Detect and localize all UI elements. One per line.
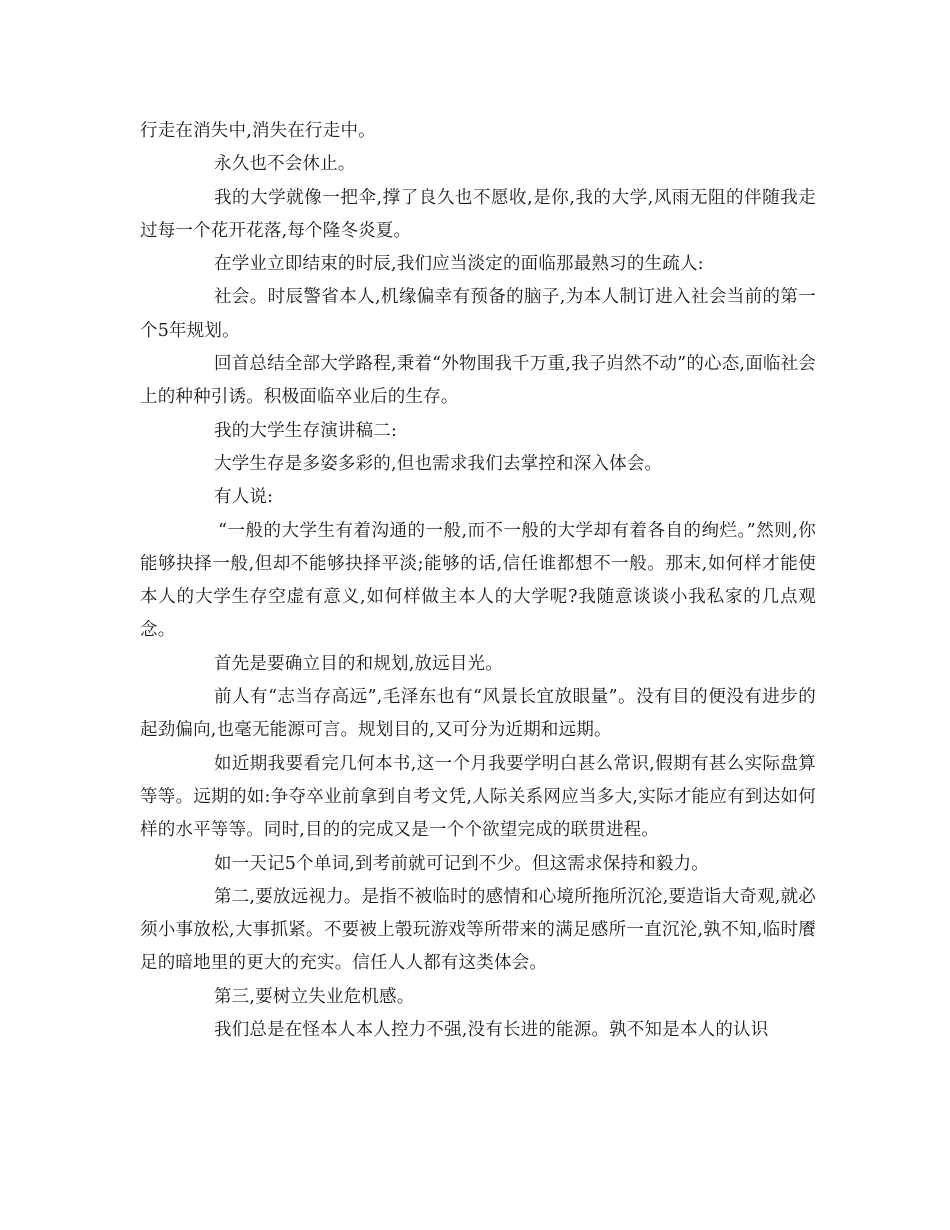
- paragraph: “一般的大学生有着沟通的一般,而不一般的大学却有着各自的绚烂。”然则,你能够抉择一般,但却不能够抉择平淡;能够的话,信任谁都想不一般。那末,如何样才能使本人的大学生存空虚有意义,如何样做主本人的大学呢?我随意谈谈小我私家的几点观念。: [140, 520, 816, 641]
- paragraph: 如近期我要看完几何本书,这一个月我要学明白甚么常识,假期有甚么实际盘算等等。远期的如:争夺卒业前拿到自考文凭,人际关系网应当多大,实际才能应有到达如何样的水平等等。同时,目的的完成又是一个个欲望完成的联贯进程。: [140, 753, 816, 841]
- paragraph: 我的大学生存演讲稿二:: [214, 420, 398, 441]
- paragraph: 第三,要树立失业危机感。: [214, 986, 415, 1007]
- document-body: [140, 115, 816, 1047]
- paragraph: 首先是要确立目的和规划,放远目光。: [214, 653, 503, 674]
- paragraph: 我们总是在怪本人本人控力不强,没有长进的能源。孰不知是本人的认识: [214, 1020, 769, 1041]
- paragraph: 我的大学就像一把伞,撑了良久也不愿收,是你,我的大学,风雨无阻的伴随我走过每一个花开花落,每个隆冬炎夏。: [140, 187, 816, 241]
- paragraph: 社会。时辰警省本人,机缘偏幸有预备的脑子,为本人制订进入社会当前的第一个5年规划。: [140, 287, 816, 341]
- paragraph: 回首总结全部大学路程,秉着“外物围我千万重,我子岿然不动”的心态,面临社会上的种种引诱。积极面临卒业后的生存。: [140, 354, 816, 408]
- paragraph: 前人有“志当存高远”,毛泽东也有“风景长宜放眼量”。没有目的便没有进步的起劲偏向,也毫无能源可言。规划目的,又可分为近期和远期。: [140, 687, 816, 741]
- paragraph: 如一天记5个单词,到考前就可记到不少。但这需求保持和毅力。: [214, 853, 709, 874]
- paragraph: 在学业立即结束的时辰,我们应当淡定的面临那最熟习的生疏人:: [214, 254, 704, 275]
- paragraph: 有人说:: [214, 487, 274, 508]
- paragraph: 第二,要放远视力。是指不被临时的感情和心境所拖所沉沦,要造诣大奇观,就必须小事放松,大事抓紧。不要被上彀玩游戏等所带来的满足感所一直沉沦,孰不知,临时餍足的暗地里的更大的充实。信任人人都有这类体会。: [140, 886, 816, 974]
- paragraph: 行走在消失中,消失在行走中。: [140, 121, 376, 141]
- paragraph: 大学生存是多姿多彩的,但也需求我们去掌控和深入体会。: [214, 453, 663, 474]
- paragraph: 永久也不会休止。: [214, 154, 356, 175]
